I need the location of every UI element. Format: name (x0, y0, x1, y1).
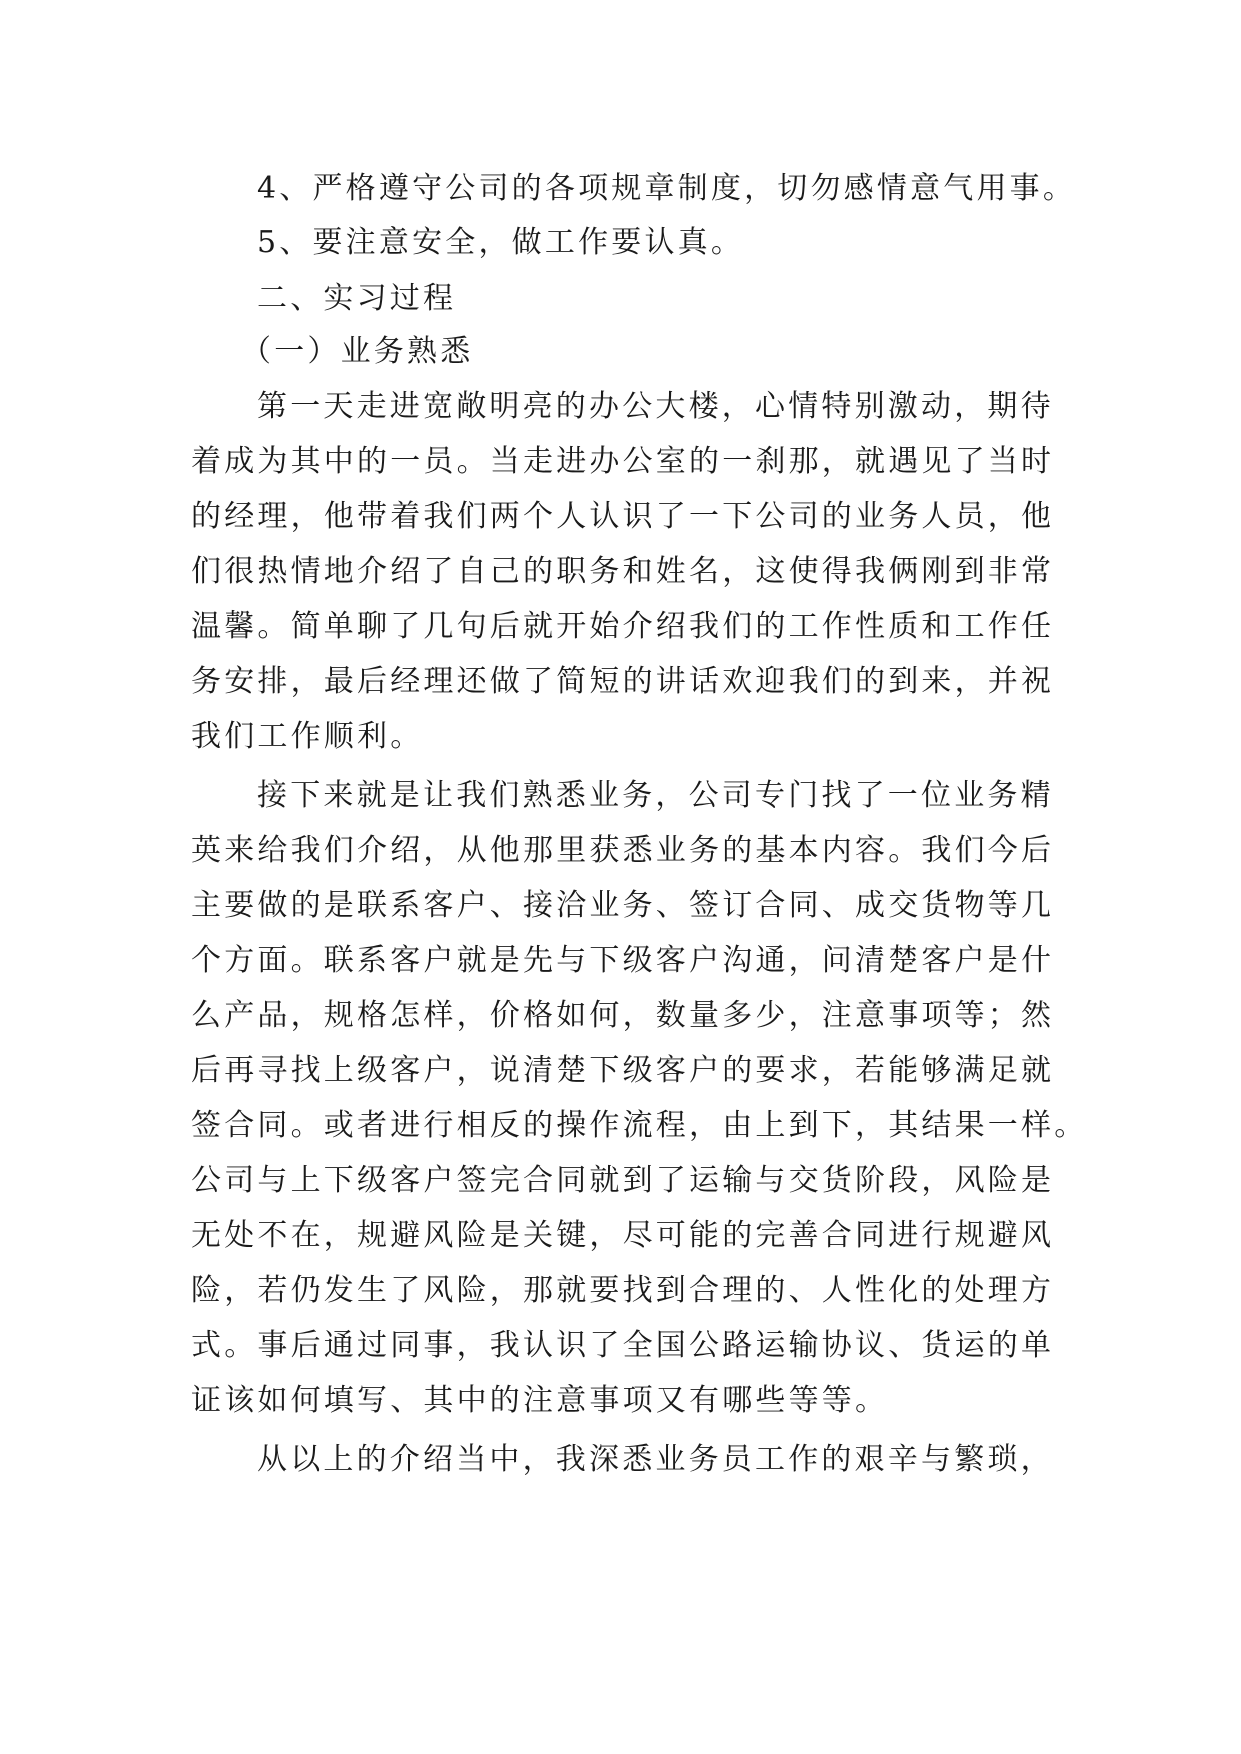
paragraph-2-line-12: 证该如何填写、其中的注意事项又有哪些等等。 (191, 1383, 889, 1418)
paragraph-1-line-1: 第一天走进宽敞明亮的办公大楼，心情特别激动，期待 (257, 389, 1054, 424)
paragraph-1-line-6: 务安排，最后经理还做了简短的讲话欢迎我们的到来，并祝 (191, 664, 1055, 699)
paragraph-2-line-6: 后再寻找上级客户，说清楚下级客户的要求，若能够满足就 (191, 1053, 1055, 1088)
paragraph-2-line-8: 公司与上下级客户签完合同就到了运输与交货阶段，风险是 (191, 1163, 1055, 1198)
paragraph-1-line-5: 温馨。简单聊了几句后就开始介绍我们的工作性质和工作任 (191, 609, 1055, 644)
paragraph-2-line-3: 主要做的是联系客户、接洽业务、签订合同、成交货物等几 (191, 888, 1055, 923)
paragraph-1-line-7: 我们工作顺利。 (191, 719, 424, 754)
paragraph-2-line-5: 么产品，规格怎样，价格如何，数量多少，注意事项等；然 (191, 998, 1055, 1033)
paragraph-2-line-4: 个方面。联系客户就是先与下级客户沟通，问清楚客户是什 (191, 943, 1055, 978)
paragraph-1-line-3: 的经理，他带着我们两个人认识了一下公司的业务人员，他 (191, 499, 1055, 534)
paragraph-2-line-1: 接下来就是让我们熟悉业务，公司专门找了一位业务精 (257, 778, 1054, 813)
list-item-5: 5、要注意安全，做工作要认真。 (257, 225, 745, 260)
paragraph-2-line-9: 无处不在，规避风险是关键，尽可能的完善合同进行规避风 (191, 1218, 1055, 1253)
paragraph-1-line-4: 们很热情地介绍了自己的职务和姓名，这使得我俩刚到非常 (191, 554, 1055, 589)
paragraph-2-line-2: 英来给我们介绍，从他那里获悉业务的基本内容。我们今后 (191, 833, 1055, 868)
list-item-4: 4、严格遵守公司的各项规章制度，切勿感情意气用事。 (257, 171, 1077, 206)
subsection-heading: （一）业务熟悉 (241, 334, 474, 369)
paragraph-1-line-2: 着成为其中的一员。当走进办公室的一刹那，就遇见了当时 (191, 444, 1055, 479)
paragraph-2-line-10: 险，若仍发生了风险，那就要找到合理的、人性化的处理方 (191, 1273, 1055, 1308)
paragraph-2-line-7: 签合同。或者进行相反的操作流程，由上到下，其结果一样。 (191, 1108, 1088, 1143)
document-body (191, 158, 1088, 1490)
section-heading: 二、实习过程 (257, 281, 457, 316)
paragraph-3-line-1: 从以上的介绍当中，我深悉业务员工作的艰辛与繁琐， (257, 1442, 1054, 1477)
paragraph-2-line-11: 式。事后通过同事，我认识了全国公路运输协议、货运的单 (191, 1328, 1055, 1363)
